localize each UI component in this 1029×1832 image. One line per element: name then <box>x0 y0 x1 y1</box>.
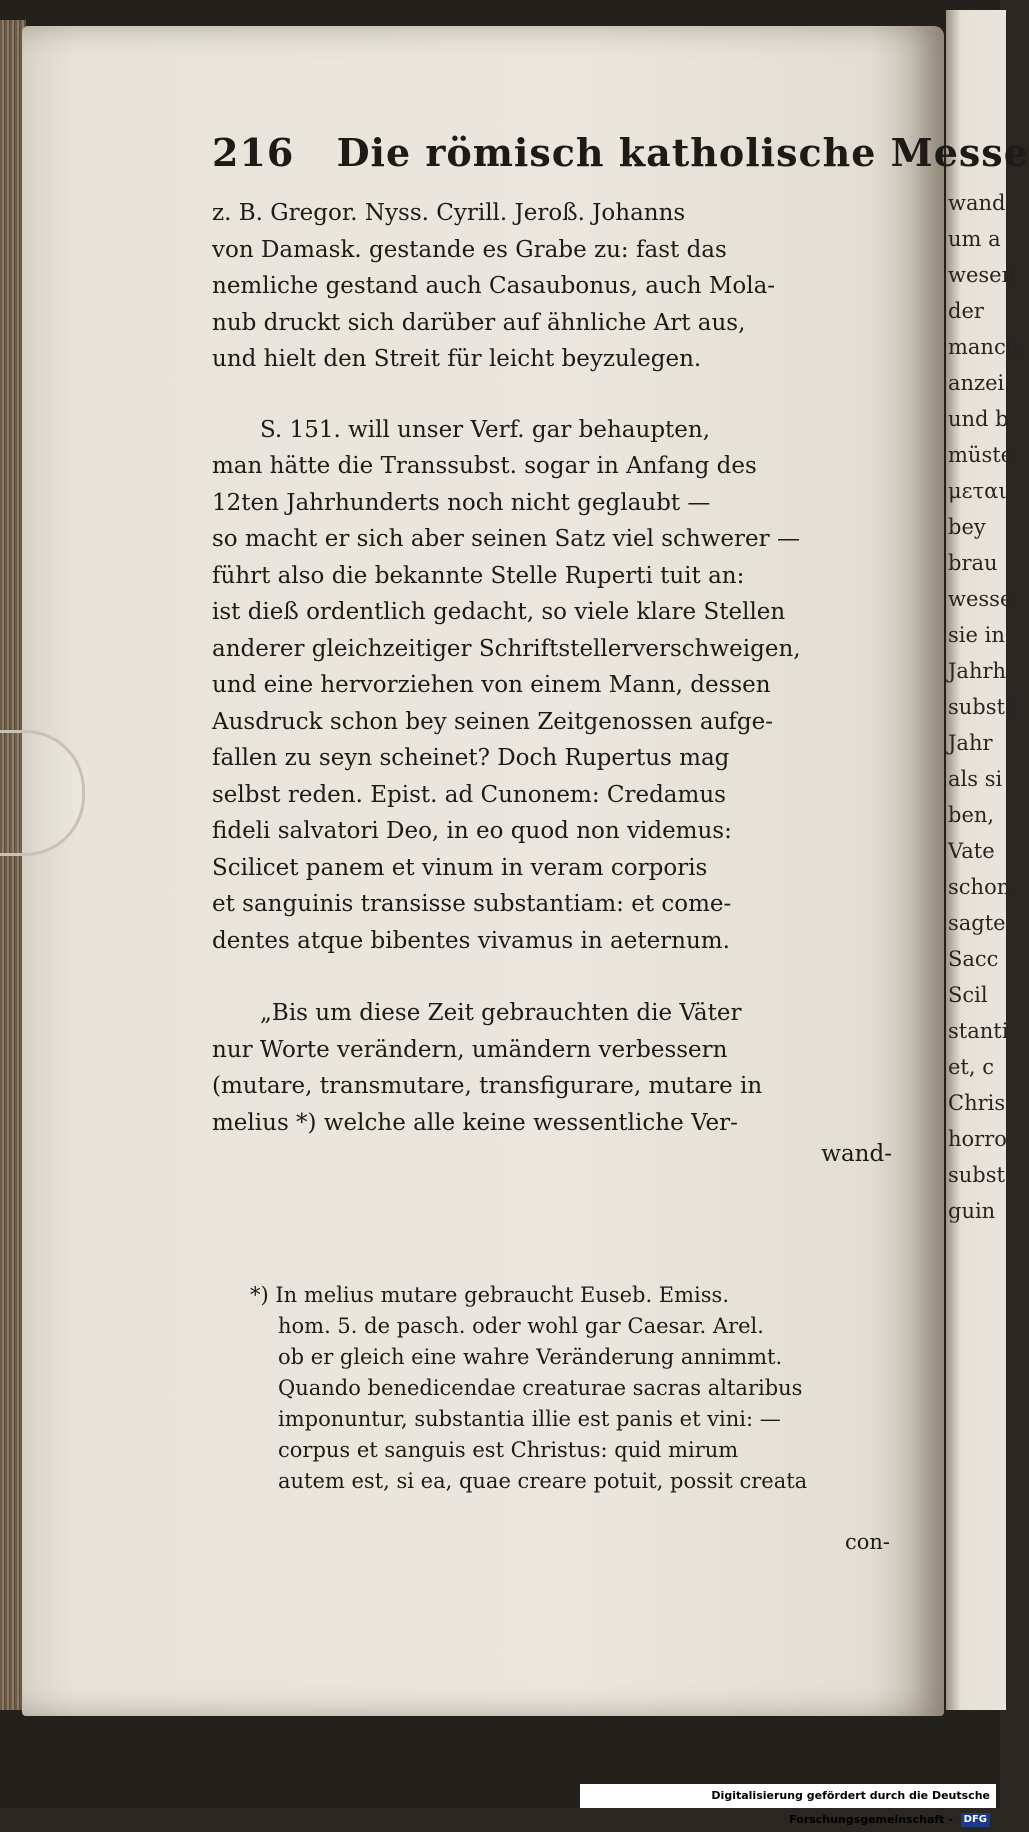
adjacent-page-line: sagte <box>948 911 1006 935</box>
adjacent-page-line: brau <box>948 551 998 575</box>
adjacent-page-line: wesse <box>948 587 1013 611</box>
paragraph-1: z. B. Gregor. Nyss. Cyrill. Jeroß. Johanns von Damask. gestande es Grabe zu: fast das nemliche gestand auch Casaubonus, auch Mola- nub druckt sich darüber auf ähnliche Art aus, und hielt den Streit für leicht beyzulegen. <box>212 200 776 372</box>
footnote-catchword: con- <box>844 1530 890 1554</box>
adjacent-page-line: müste <box>948 443 1014 467</box>
paragraph-2: S. 151. will unser Verf. gar behaupten, man hätte die Transsubst. sogar in Anfang des 12ten Jahrhunderts noch nicht geglaubt — so macht er sich aber seinen Satz viel schwerer — führt also die bekannte Stelle Ruperti tuit an: ist dieß ordentlich gedacht, so viele klare Stellen anderer gleichzeitiger Schriftstellerverschweigen, und eine hervorziehen von einem Mann, dessen Ausdruck schon bey seinen Zeitgenossen aufge- fallen zu seyn scheinet? Doch Rupertus mag selbst reden. Epist. ad Cunonem: Credamus fideli salvatori Deo, in eo quod non videmus: Scilicet panem et vinum in veram corporis et sanguinis transisse substantiam: et come- dentes atque bibentes vivamus in aeternum. <box>212 416 801 954</box>
adjacent-page-line: Scil <box>948 983 988 1007</box>
adjacent-page-line: um a <box>948 227 1001 251</box>
adjacent-page-line: wand <box>948 191 1006 215</box>
adjacent-page-line: μεται <box>948 479 1007 503</box>
credit-text: Digitalisierung gefördert durch die Deutsche Forschungsgemeinschaft - <box>711 1789 990 1826</box>
adjacent-page-line: schon <box>948 875 1011 899</box>
adjacent-page-line: horro <box>948 1127 1007 1151</box>
footnote: *) In melius mutare gebraucht Euseb. Emiss. hom. 5. de pasch. oder wohl gar Caesar. Arel. ob er gleich eine wahre Veränderung annimmt. Quando benedicendae creaturae sacras altaribus imponuntur, substantia illie est panis et vini: — corpus et sanguis est Christus: quid mirum autem est, si ea, quae creare potuit, possit creata <box>250 1283 808 1493</box>
adjacent-page-line: substa <box>948 695 1018 719</box>
dfg-logo: DFG <box>961 1813 990 1827</box>
running-title: Die römisch katholische Messe <box>336 130 1029 175</box>
adjacent-page-line: bey <box>948 515 986 539</box>
adjacent-page-line: der <box>948 299 984 323</box>
adjacent-page-line: Vate <box>948 839 995 863</box>
adjacent-page-line: Sacc <box>948 947 999 971</box>
adjacent-page-line: anzei <box>948 371 1005 395</box>
catchword: wand- <box>821 1141 892 1167</box>
adjacent-page-text <box>948 185 1020 1229</box>
paragraph-3: „Bis um diese Zeit gebrauchten die Väter nur Worte verändern, umändern verbessern (mutare, transmutare, transfigurare, mutare in melius *) welche alle keine wessentliche Ver- <box>212 1000 763 1136</box>
adjacent-page-line: Chris <box>948 1091 1006 1115</box>
adjacent-page-line: subst <box>948 1163 1005 1187</box>
adjacent-page-line: manch <box>948 335 1020 359</box>
adjacent-page-line: Jahrh <box>948 659 1007 683</box>
adjacent-page-line: et, c <box>948 1055 994 1079</box>
page-number: 216 <box>212 130 295 175</box>
running-header <box>212 130 1029 175</box>
adjacent-page-line: wesen <box>948 263 1016 287</box>
adjacent-page-line: stanti <box>948 1019 1009 1043</box>
adjacent-page-line: ben, <box>948 803 995 827</box>
adjacent-page-line: Jahr <box>948 731 993 755</box>
adjacent-page-line: guin <box>948 1199 996 1223</box>
digitization-credit <box>580 1784 996 1826</box>
adjacent-page-line: und b <box>948 407 1009 431</box>
adjacent-page-line: sie in <box>948 623 1005 647</box>
adjacent-page-line: als si <box>948 767 1003 791</box>
